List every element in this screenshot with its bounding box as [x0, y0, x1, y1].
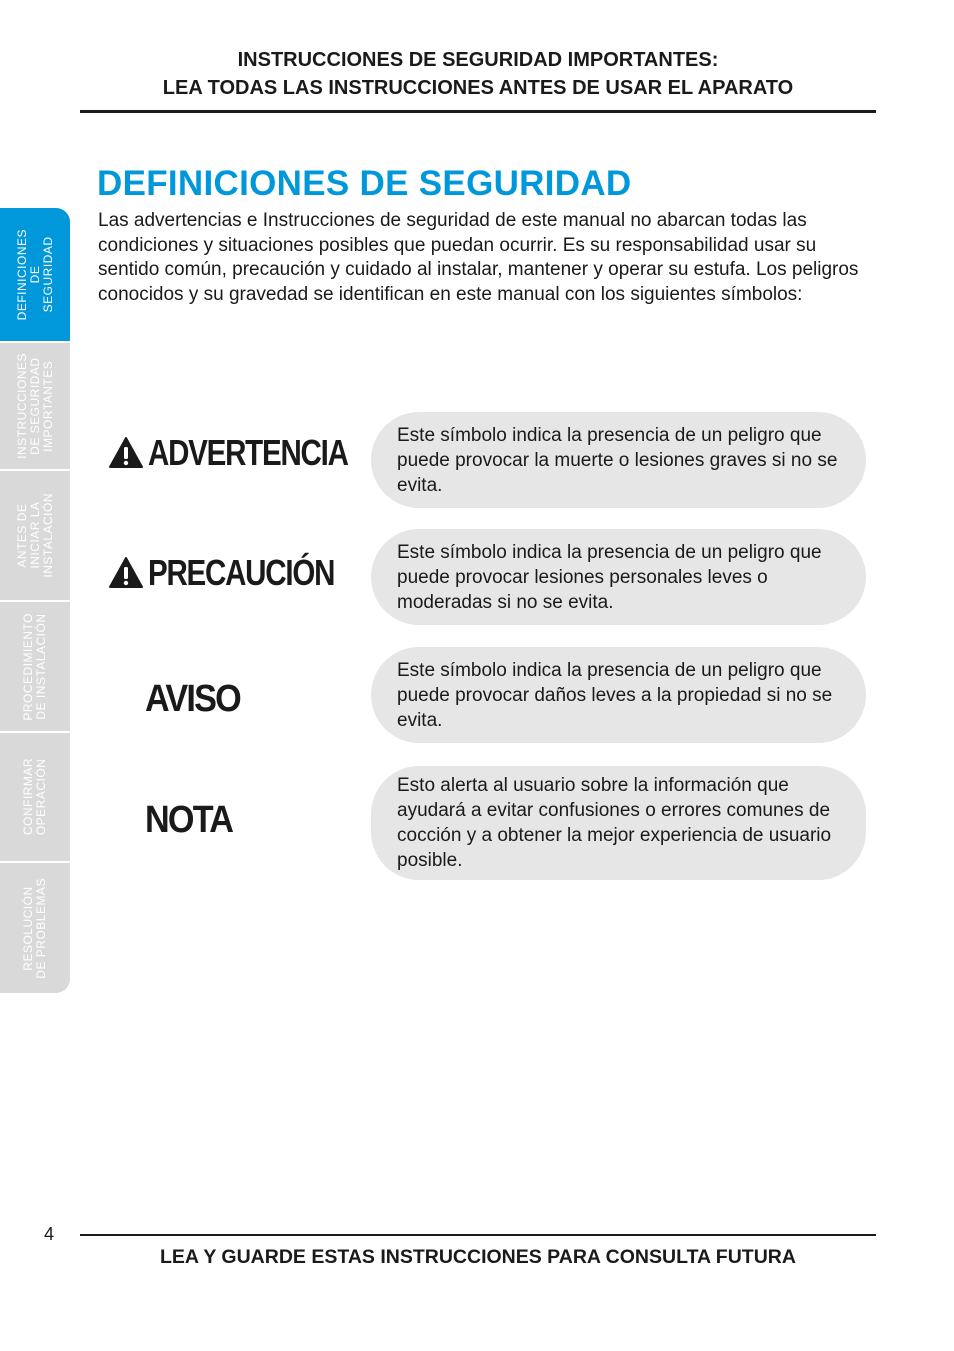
header-divider	[80, 110, 876, 113]
tab-label: DEFINICIONES DE SEGURIDAD	[14, 228, 55, 321]
definition-text: Este símbolo indica la presencia de un peligro que puede provocar la muerte o lesiones graves si no se evita.	[397, 424, 838, 496]
definition-text: Esto alerta al usuario sobre la información que ayudará a evitar confusiones o errores comunes de cocción y a obtener la mejor experiencia de usuario posible.	[397, 775, 832, 871]
header-line-1: INSTRUCCIONES DE SEGURIDAD IMPORTANTES:	[237, 49, 719, 71]
page-footer: LEA Y GUARDE ESTAS INSTRUCCIONES PARA CONSULTA FUTURA	[160, 1246, 796, 1268]
definition-bubble-nota	[371, 766, 866, 880]
signal-word-text: AVISO	[145, 678, 240, 720]
page-title: DEFINICIONES DE SEGURIDAD	[97, 164, 632, 203]
definition-text: Este símbolo indica la presencia de un peligro que puede provocar daños leves a la propiedad si no se evita.	[397, 659, 833, 731]
tab-label: INSTRUCCIONES DE SEGURIDAD IMPORTANTES	[14, 353, 55, 459]
tab-label: CONFIRMAR OPERACIÓN	[21, 758, 48, 836]
section-sidebar	[0, 208, 70, 993]
signal-word-advertencia	[108, 432, 392, 474]
signal-word-aviso	[145, 678, 250, 721]
page-header	[80, 46, 876, 102]
warning-triangle-icon	[108, 436, 144, 470]
definition-text: Este símbolo indica la presencia de un peligro que puede provocar lesiones personales leves o moderadas si no se evita.	[397, 541, 822, 613]
page-number: 4	[44, 1224, 55, 1244]
tab-procedimiento-de-instalacion[interactable]	[0, 602, 70, 731]
tab-label: RESOLUCIÓN DE PROBLEMAS	[21, 877, 48, 979]
tab-instrucciones-de-seguridad[interactable]	[0, 343, 70, 469]
signal-word-text: ADVERTENCIA	[148, 432, 348, 473]
tab-antes-de-iniciar[interactable]	[0, 471, 70, 600]
definition-bubble-advertencia	[371, 412, 866, 508]
intro-paragraph: Las advertencias e Instrucciones de seguridad de este manual no abarcan todas las condiciones y situaciones posibles que puedan ocurrir. Es su responsabilidad usar su sentido común, precaución y cuidado al instalar, mantener y operar su estufa. Los peligros conocidos y su gravedad se identifican en este manual con los siguientes símbolos:	[98, 210, 859, 305]
definition-bubble-precaucion	[371, 529, 866, 625]
tab-label: ANTES DE INICIAR LA INSTALACIÓN	[14, 493, 55, 578]
footer-divider	[80, 1234, 876, 1236]
tab-resolucion-de-problemas[interactable]	[0, 863, 70, 993]
signal-word-text: PRECAUCIÓN	[148, 552, 335, 593]
header-line-2: LEA TODAS LAS INSTRUCCIONES ANTES DE USAR EL APARATO	[162, 77, 794, 99]
tab-label: PROCEDIMIENTO DE INSTALACIÓN	[21, 612, 48, 721]
tab-confirmar-operacion[interactable]	[0, 733, 70, 861]
definition-bubble-aviso	[371, 647, 866, 743]
warning-triangle-icon	[108, 556, 144, 590]
signal-word-text: NOTA	[145, 799, 233, 841]
signal-word-precaucion	[108, 552, 375, 594]
signal-word-nota	[145, 799, 242, 842]
tab-definiciones-de-seguridad[interactable]	[0, 208, 70, 341]
